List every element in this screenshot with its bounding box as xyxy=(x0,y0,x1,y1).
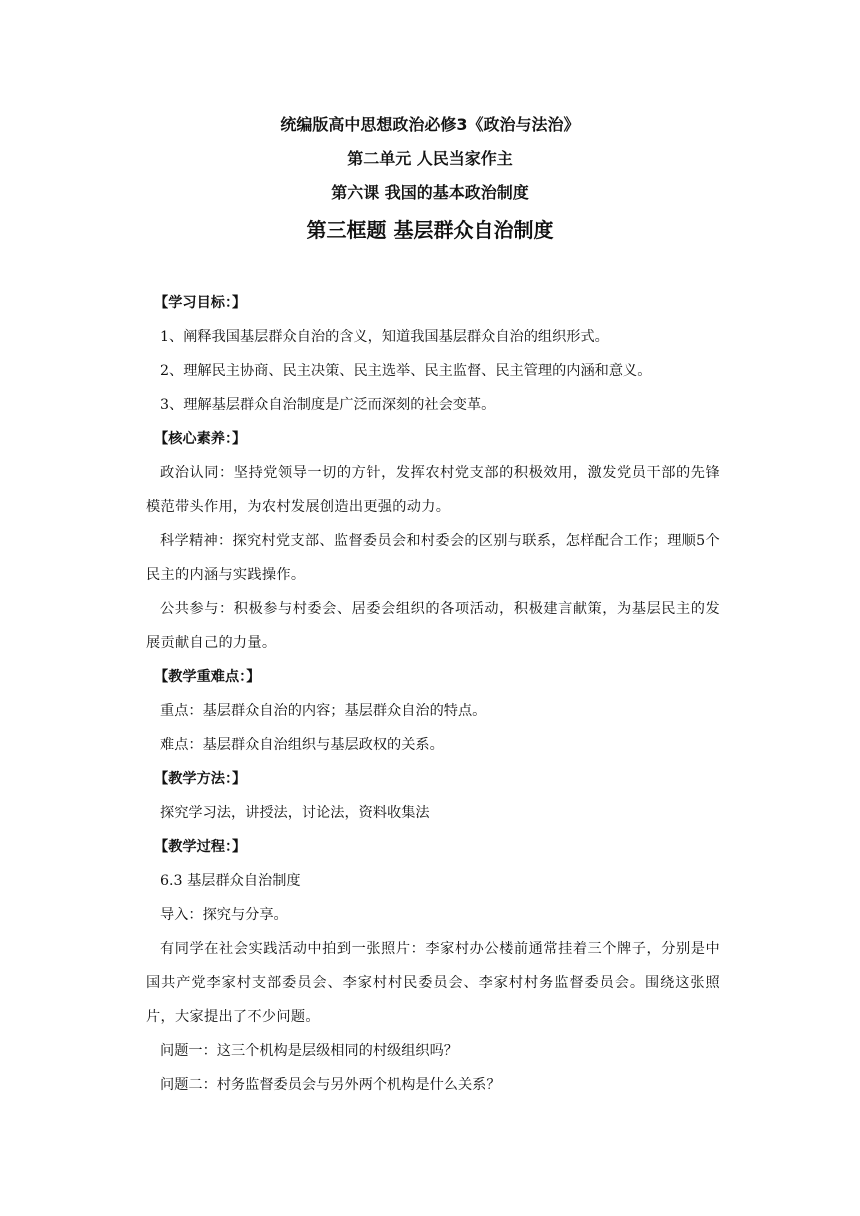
keypoint-item: 难点：基层群众自治组织与基层政权的关系。 xyxy=(160,737,444,753)
goal-item: 1、阐释我国基层群众自治的含义，知道我国基层群众自治的组织形式。 xyxy=(160,329,609,345)
document-body xyxy=(146,286,720,1102)
keypoints-heading: 【教学重难点：】 xyxy=(154,669,261,685)
lesson-title: 第六课 我国的基本政治制度 xyxy=(331,183,529,202)
keypoint-item: 重点：基层群众自治的内容；基层群众自治的特点。 xyxy=(160,703,487,719)
section-title: 第三框题 基层群众自治制度 xyxy=(306,218,554,242)
methods-text: 探究学习法，讲授法，讨论法，资料收集法 xyxy=(160,805,430,821)
title-block xyxy=(0,108,860,250)
literacy-item: 公共参与：积极参与村委会、居委会组织的各项活动，积极建言献策，为基层民主的发展贡献自己的力量。 xyxy=(146,601,720,651)
goal-item: 3、理解基层群众自治制度是广泛而深刻的社会变革。 xyxy=(160,397,496,413)
question-item: 问题一：这三个机构是层级相同的村级组织吗？ xyxy=(160,1043,458,1059)
goals-heading: 【学习目标：】 xyxy=(154,295,247,311)
literacy-item: 政治认同：坚持党领导一切的方针，发挥农村党支部的积极效用，激发党员干部的先锋模范带头作用，为农村发展创造出更强的动力。 xyxy=(146,465,720,515)
process-line: 6.3 基层群众自治制度 xyxy=(160,873,301,889)
process-line: 导入：探究与分享。 xyxy=(160,907,288,923)
goal-item: 2、理解民主协商、民主决策、民主选举、民主监督、民主管理的内涵和意义。 xyxy=(160,363,652,379)
unit-title: 第二单元 人民当家作主 xyxy=(347,149,513,168)
methods-heading: 【教学方法：】 xyxy=(154,771,247,787)
question-item: 问题二：村务监督委员会与另外两个机构是什么关系？ xyxy=(160,1077,501,1093)
literacy-heading: 【核心素养：】 xyxy=(154,431,247,447)
textbook-title: 统编版高中思想政治必修3《政治与法治》 xyxy=(280,115,580,134)
process-heading: 【教学过程：】 xyxy=(154,839,247,855)
literacy-item: 科学精神：探究村党支部、监督委员会和村委会的区别与联系，怎样配合工作；理顺5个民主的内涵与实践操作。 xyxy=(146,533,720,583)
process-paragraph: 有同学在社会实践活动中拍到一张照片：李家村办公楼前通常挂着三个牌子，分别是中国共产党李家村支部委员会、李家村村民委员会、李家村村务监督委员会。围绕这张照片，大家提出了不少问题。 xyxy=(146,941,720,1025)
